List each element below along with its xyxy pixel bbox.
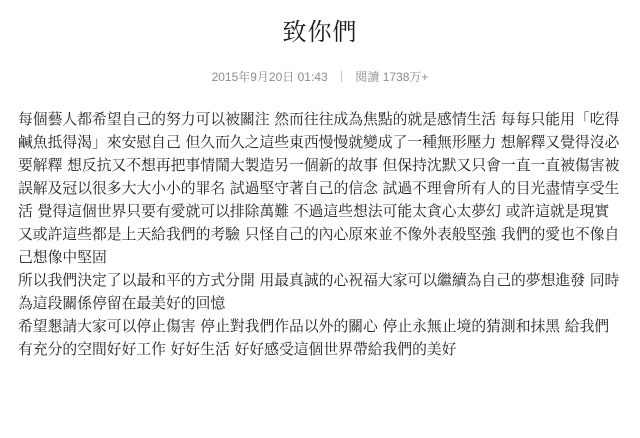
article-paragraph: 每個藝人都希望自己的努力可以被關注 然而往往成為焦點的就是感情生活 每每只能用「吃得鹹魚抵得渴」來安慰自己 但久而久之這些東西慢慢就變成了一種無形壓力 想解釋又覺得沒必要解釋 想反抗又不想再把事情鬧大製造另一個新的故事 但保持沈默又只會一直一直被傷害被誤解及冠以很多大大小小的罪名 試過堅守著自己的信念 試過不理會所有人的目光盡情享受生活 覺得這個世界只要有愛就可以排除萬難 不過這些想法可能太貪心太夢幻 或許這就是現實 又或許這些都是上天給我們的考驗 只怪自己的內心原來並不像外表般堅強 我們的愛也不像自己想像中堅固 (18, 111, 620, 266)
views-count: 1738万+ (382, 70, 429, 84)
article-meta (18, 68, 622, 86)
article-body (18, 108, 622, 361)
article-paragraph: 希望懇請大家可以停止傷害 停止對我們作品以外的關心 停止永無止境的猜測和抹黑 給我們有充分的空間好好工作 好好生活 好好感受這個世界帶給我們的美好 (18, 318, 610, 358)
publish-date: 2015年9月20日 01:43 (211, 70, 328, 84)
article-paragraph: 所以我們決定了以最和平的方式分開 用最真誠的心祝福大家可以繼續為自己的夢想進發 同時為這段關係停留在最美好的回憶 (18, 272, 620, 312)
article-title: 致你們 (282, 18, 358, 46)
views-label: 閱讀 (355, 70, 380, 84)
meta-divider (341, 71, 342, 82)
